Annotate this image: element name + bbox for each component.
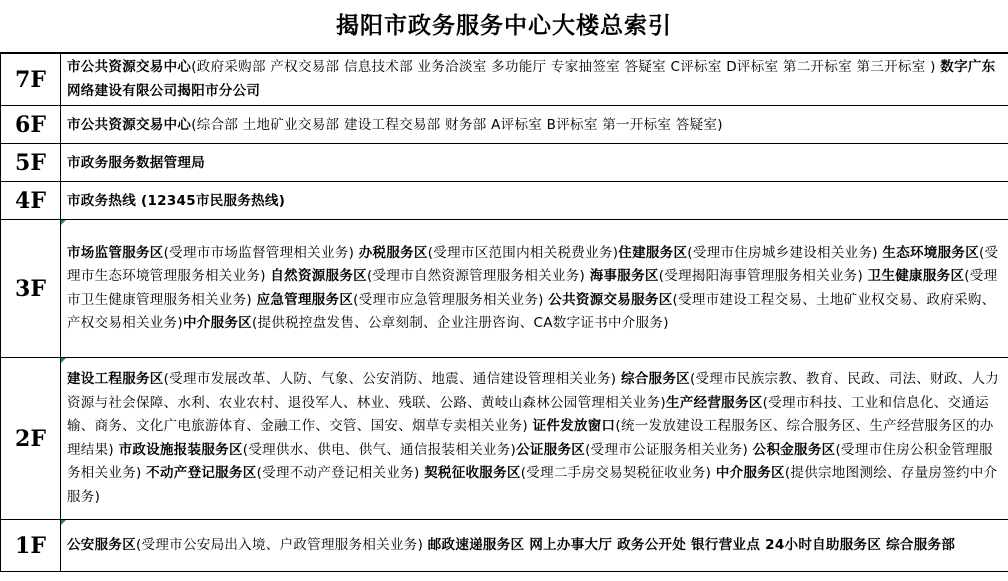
floor-row-4f: [1, 182, 1008, 220]
floor-label: 1F: [1, 520, 61, 572]
service-area-name: 公安服务区: [67, 536, 136, 553]
service-area-description: (受理市自然资源管理服务相关业务): [366, 268, 590, 284]
service-area-description: (受理市市场监督管理相关业务): [163, 244, 359, 261]
service-area-name: 应急管理服务区: [256, 291, 354, 308]
floor-directory: [61, 520, 1008, 572]
service-area-description: (受理市住房公积金管理服务相关业务): [67, 441, 993, 481]
service-area-name: 公共资源交易服务区: [548, 291, 673, 308]
service-area-description: (统一发放建设工程服务区、综合服务区、生产经营服务区的办理结果): [67, 418, 994, 458]
service-area-description: (政府采购部 产权交易部 信息技术部 业务洽淡室 多功能厅 专家抽签室 答疑室 C评标室 D评标室 第二开标室 第三开标室 ): [191, 59, 941, 75]
service-area-name: 邮政速递服务区 网上办事大厅 政务公开处 银行营业点 24小时自助服务区 综合服务部: [427, 536, 956, 553]
cell-corner-marker: [61, 220, 66, 225]
service-area-description: (受理市民族宗教、教育、民政、司法、财政、人力资源与社会保障、水利、农业农村、退役军人、林业、残联、公路、黄岐山森林公园管理相关业务): [67, 371, 1000, 411]
service-area-description: (受理市区范围内相关税费业务): [427, 244, 619, 261]
service-area-description: (受理市公证服务相关业务): [585, 441, 753, 458]
service-area-name: 公积金服务区: [752, 441, 836, 458]
floor-index-body: [1, 54, 1008, 572]
service-area-name: 数字广东网络建设有限公司揭阳市分公司: [67, 59, 996, 99]
service-area-description: (受理市应急管理服务相关业务): [353, 291, 549, 308]
service-area-name: 办税服务区: [358, 244, 428, 261]
service-area-name: 生产经营服务区: [665, 394, 763, 411]
floor-index-table: [0, 53, 1008, 572]
cell-corner-marker: [61, 520, 66, 525]
floor-label: 7F: [1, 54, 61, 106]
floor-directory: [61, 182, 1008, 220]
service-area-description: (受理市发展改革、人防、气象、公安消防、地震、通信建设管理相关业务): [163, 371, 621, 387]
service-area-name: 建设工程服务区: [67, 371, 164, 387]
service-area-description: (受理不动产登记相关业务): [256, 465, 425, 481]
floor-row-5f: [1, 144, 1008, 182]
service-area-name: 综合服务区: [620, 371, 690, 387]
service-area-name: 卫生健康服务区: [867, 268, 965, 284]
service-area-name: 自然资源服务区: [270, 268, 367, 284]
service-area-name: 中介服务区: [182, 315, 252, 331]
service-area-name: 住建服务区: [618, 244, 688, 261]
service-area-description: (提供税控盘发售、公章刻制、企业注册咨询、CA数字证书中介服务): [251, 315, 669, 331]
service-area-name: 市政务热线 (12345市民服务热线): [67, 192, 286, 209]
service-area-name: 生态环境服务区: [882, 244, 980, 261]
service-area-name: 市公共资源交易中心: [67, 116, 192, 133]
service-area-name: 海事服务区: [589, 268, 659, 284]
floor-row-1f: [1, 520, 1008, 572]
floor-row-2f: [1, 358, 1008, 520]
service-area-description: (综合部 土地矿业交易部 建设工程交易部 财务部 A评标室 B评标室 第一开标室 答疑室): [191, 116, 723, 133]
service-area-description: (受理市公安局出入境、户政管理服务相关业务): [136, 536, 428, 553]
service-area-description: (受理供水、供电、供气、通信报装相关业务): [242, 441, 517, 458]
floor-row-6f: [1, 106, 1008, 144]
floor-label: 2F: [1, 358, 61, 520]
floor-label: 6F: [1, 106, 61, 144]
floor-directory: [61, 144, 1008, 182]
floor-label: 3F: [1, 220, 61, 358]
service-area-name: 市政务服务数据管理局: [67, 154, 205, 171]
service-area-description: (受理揭阳海事管理服务相关业务): [658, 268, 868, 284]
page-title: 揭阳市政务服务中心大楼总索引: [0, 0, 1008, 53]
floor-directory: [61, 54, 1008, 106]
service-area-name: 证件发放窗口: [532, 418, 616, 434]
service-area-name: 中介服务区: [715, 465, 785, 481]
service-area-description: (受理市科技、工业和信息化、交通运输、商务、文化广电旅游体育、金融工作、交管、国安、烟草专卖相关业务): [67, 394, 989, 434]
floor-label: 5F: [1, 144, 61, 182]
service-area-description: (受理市生态环境管理服务相关业务): [67, 244, 999, 284]
service-area-name: 契税征收服务区: [424, 465, 521, 481]
service-area-description: (提供宗地图测绘、存量房签约中介服务): [67, 465, 998, 505]
floor-row-7f: [1, 54, 1008, 106]
service-area-name: 市公共资源交易中心: [67, 59, 192, 75]
service-area-description: (受理市建设工程交易、土地矿业权交易、政府采购、产权交易相关业务): [67, 291, 996, 331]
floor-directory: [61, 358, 1008, 520]
service-area-description: (受理市住房城乡建设相关业务): [687, 244, 883, 261]
cell-corner-marker: [61, 358, 66, 363]
service-area-name: 不动产登记服务区: [146, 465, 257, 481]
service-area-name: 公证服务区: [516, 441, 586, 458]
floor-row-3f: [1, 220, 1008, 358]
service-area-description: (受理二手房交易契税征收业务): [520, 465, 716, 481]
floor-directory: [61, 106, 1008, 144]
service-area-name: 市场监管服务区: [67, 244, 164, 261]
floor-label: 4F: [1, 182, 61, 220]
service-area-description: (受理市卫生健康管理服务相关业务): [67, 268, 998, 308]
service-area-name: 市政设施报装服务区: [118, 441, 243, 458]
floor-directory: [61, 220, 1008, 358]
